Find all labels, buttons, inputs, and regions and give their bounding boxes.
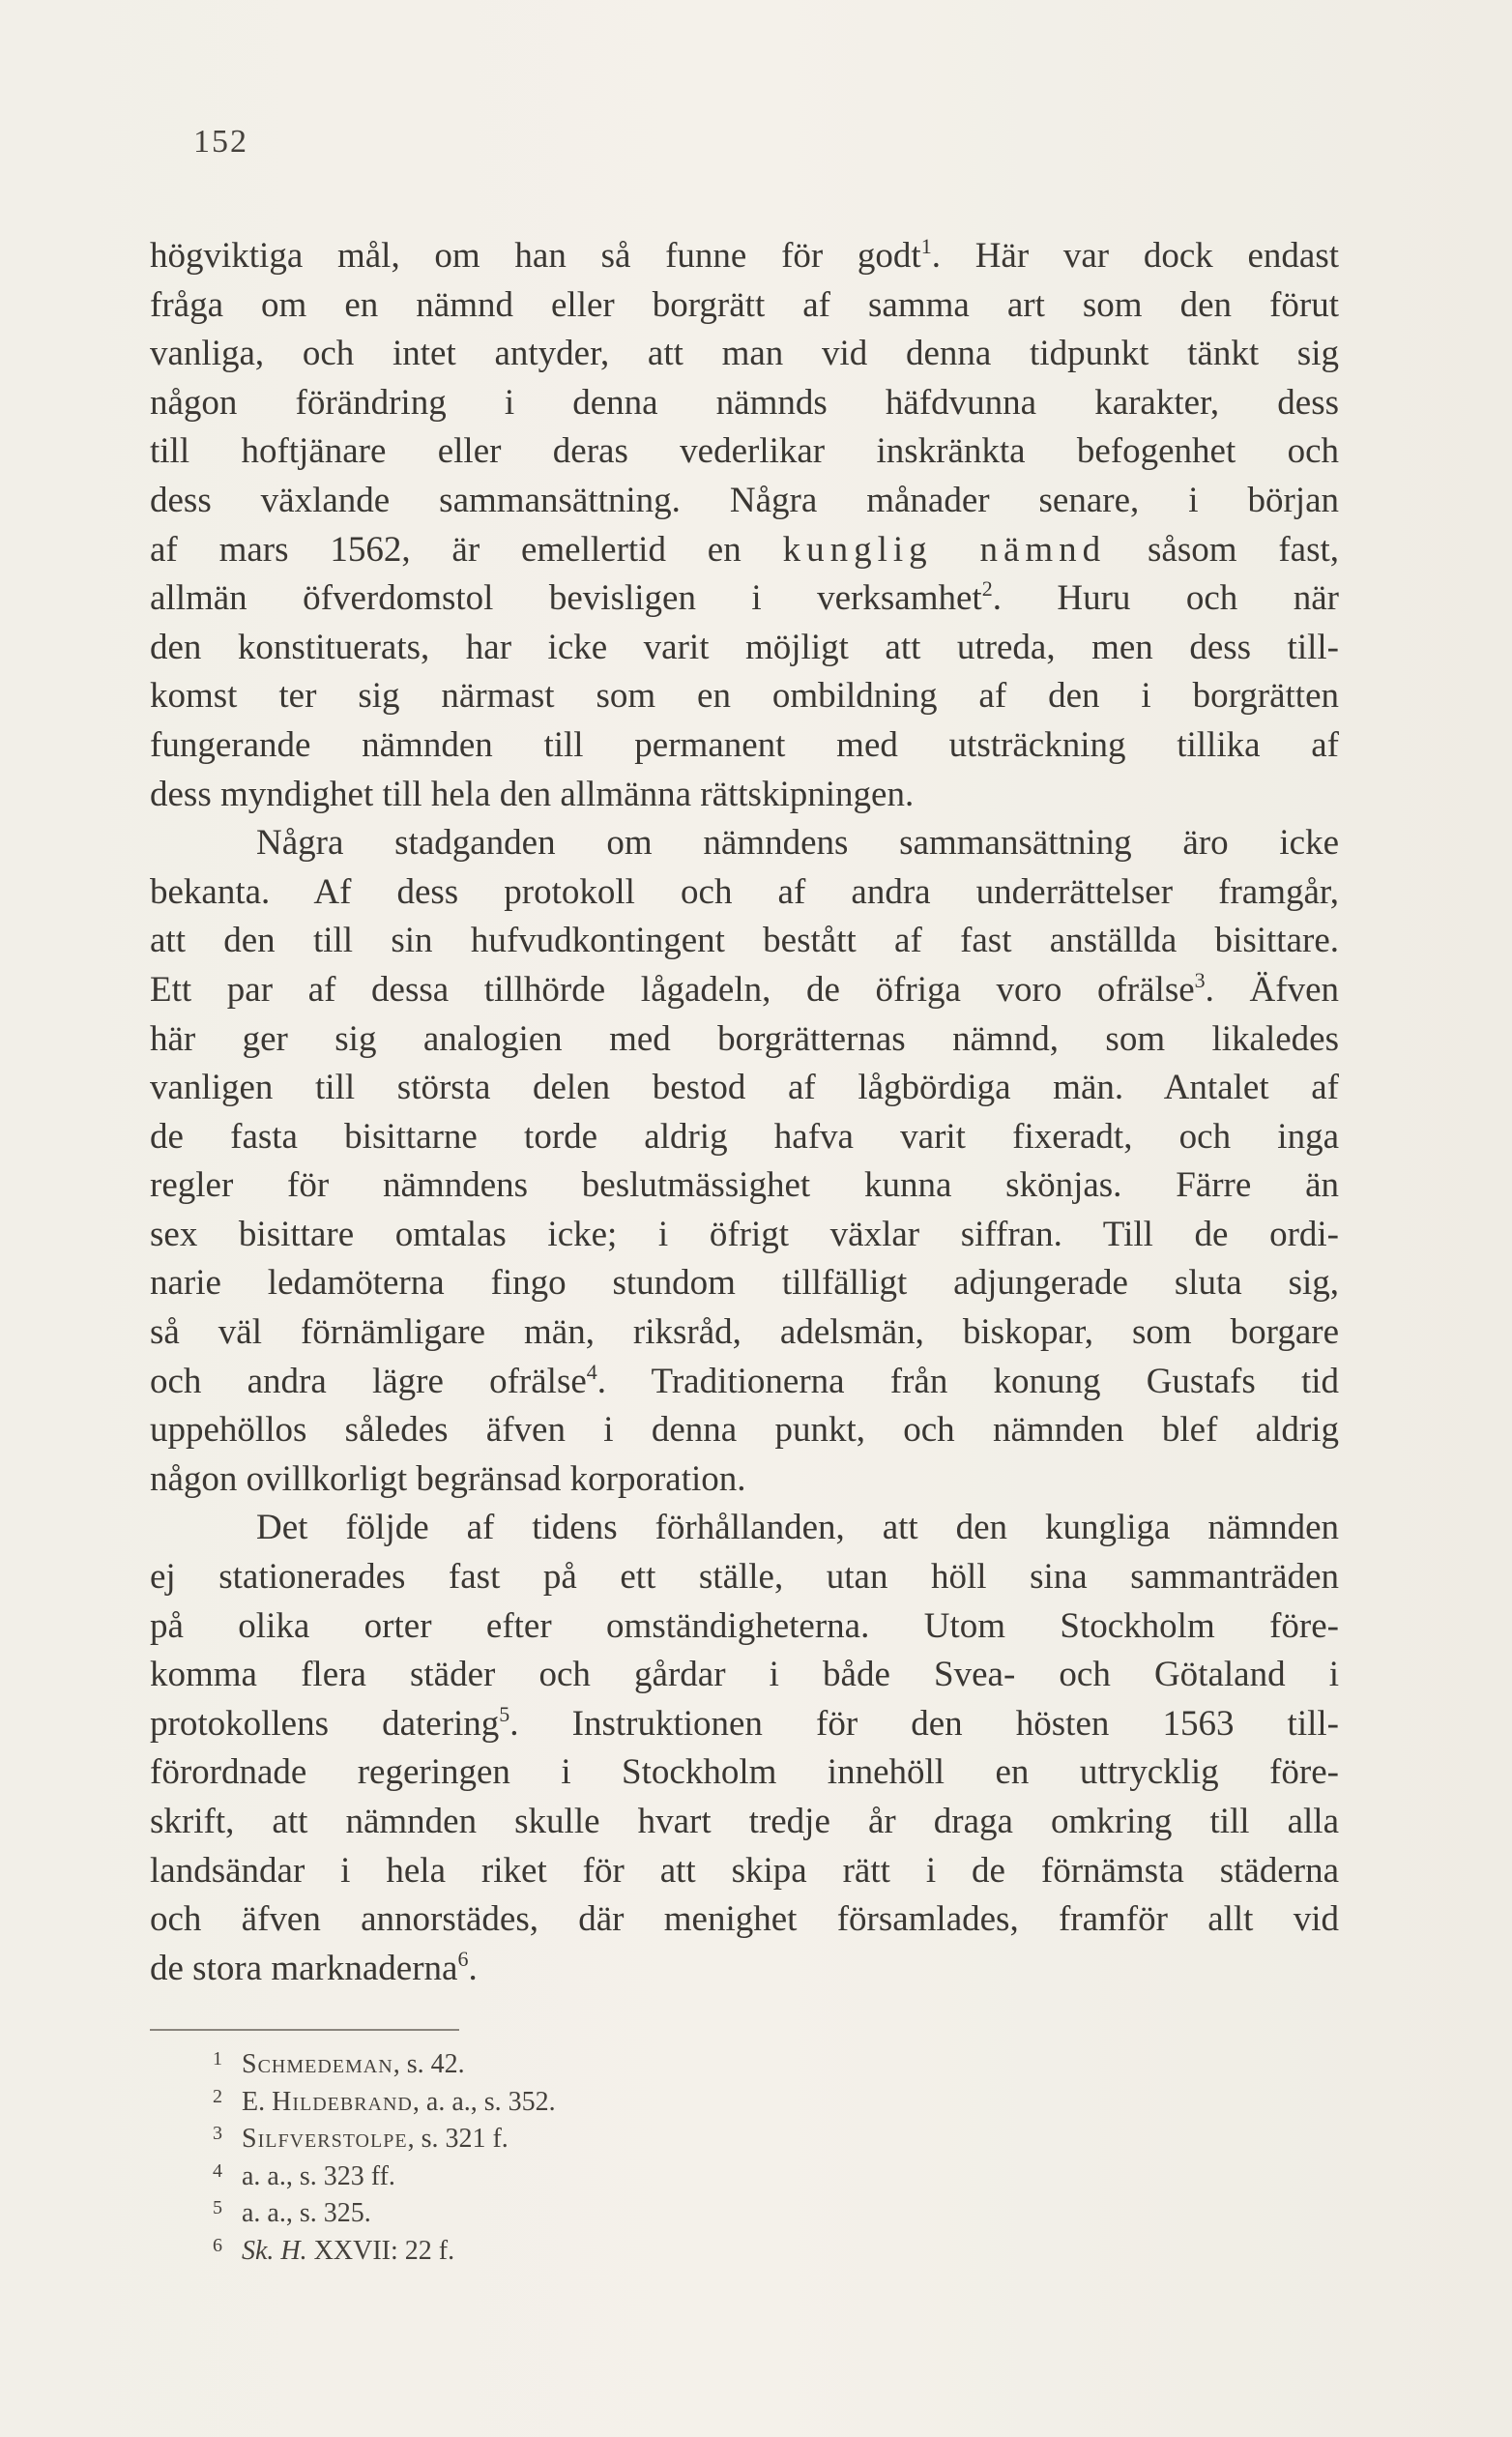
text-line: sex bisittare omtalas icke; i öfrigt växlar siffran. Till de ordi- — [150, 1214, 1339, 1254]
text-line: vanliga, och intet antyder, att man vid denna tidpunkt tänkt sig — [150, 334, 1339, 374]
footnote-author: Hildebrand — [272, 2086, 413, 2117]
footnote: 6 Sk. H. XXVII: 22 f. — [213, 2234, 455, 2266]
text-line: landsändar i hela riket för att skipa rätt i de förnämsta städerna — [150, 1850, 1339, 1891]
footnote-author: Schmedeman — [242, 2049, 393, 2079]
footnote-ref: 6 — [457, 1946, 469, 1971]
text-line: någon förändring i denna nämnds häfdvunna karakter, dess — [150, 382, 1339, 423]
text-line: på olika orter efter omständigheterna. Utom Stockholm före- — [150, 1605, 1339, 1646]
text-line: uppehöllos således äfven i denna punkt, och nämnden blef aldrig — [150, 1410, 1339, 1451]
footnote-ref: 2 — [981, 576, 993, 602]
text-line: Ett par af dessa tillhörde lågadeln, de öfriga voro ofrälse$^3$. Äfven — [150, 967, 1339, 1010]
text-line: fråga om en nämnd eller borgrätt af samma art som den förut — [150, 284, 1339, 325]
text-line: allmän öfverdomstol bevisligen i verksamhet$^2$. Huru och när — [150, 576, 1339, 619]
text-line: dess växlande sammansättning. Några månader senare, i början — [150, 480, 1339, 520]
text-line: till hoftjänare eller deras vederlikar inskränkta befogenhet och — [150, 431, 1339, 472]
text-line: ej stationerades fast på ett ställe, utan höll sina sammanträden — [150, 1557, 1339, 1598]
text-line: komma flera städer och gårdar i både Svea- och Götaland i — [150, 1655, 1339, 1695]
footnote-source: Sk. H. — [242, 2235, 307, 2266]
text-line: och andra lägre ofrälse$^4$. Traditionerna från konung Gustafs tid — [150, 1359, 1339, 1401]
footnote: 1 Schmedeman, s. 42. — [213, 2048, 465, 2079]
text-line: skrift, att nämnden skulle hvart tredje år draga omkring till alla — [150, 1802, 1339, 1841]
text-line: den konstituerats, har icke varit möjligt att utreda, men dess till- — [150, 627, 1339, 667]
text-line: komst ter sig närmast som en ombildning af den i borgrätten — [150, 676, 1339, 717]
text-line: Det följde af tidens förhållanden, att den kungliga nämnden — [256, 1508, 1339, 1548]
text-line: Några stadganden om nämndens sammansättning äro icke — [256, 823, 1339, 864]
footnote-ref: 1 — [920, 234, 932, 258]
footnote: 4 a. a., s. 323 ff. — [213, 2159, 395, 2191]
footnote-ref: 5 — [499, 1701, 510, 1726]
text-line: de stora marknaderna$^6$. — [150, 1946, 478, 1988]
footnote: 3 Silfverstolpe, s. 321 f. — [213, 2123, 509, 2155]
text-line: fungerande nämnden till permanent med utsträckning tillika af — [150, 724, 1339, 765]
body-text — [150, 232, 1339, 1993]
text-line: dess myndighet till hela den allmänna rättskipningen. — [150, 774, 915, 814]
text-line: här ger sig analogien med borgrätternas nämnd, som likaledes — [150, 1018, 1339, 1059]
text-line: och äfven annorstädes, där menighet församlades, framför allt vid — [150, 1899, 1339, 1940]
text-line: protokollens datering$^5$. Instruktionen för den hösten 1563 till- — [150, 1701, 1339, 1744]
footnote: 2 E. Hildebrand, a. a., s. 352. — [213, 2085, 556, 2117]
page-number: 152 — [193, 124, 248, 160]
footnotes — [213, 2041, 556, 2266]
footnote-author: Silfverstolpe — [242, 2124, 408, 2155]
emphasized-text: kunglig nämnd — [782, 529, 1107, 570]
text-line: regler för nämndens beslutmässighet kunna skönjas. Färre än — [150, 1165, 1339, 1206]
text-line: bekanta. Af dess protokoll och af andra underrättelser framgår, — [150, 871, 1339, 912]
text-line: vanligen till största delen bestod af lågbördiga män. Antalet af — [150, 1068, 1339, 1108]
text-line: att den till sin hufvudkontingent bestått af fast anställda bisittare. — [150, 921, 1339, 961]
text-line: de fasta bisittarne torde aldrig hafva varit fixeradt, och inga — [150, 1116, 1339, 1157]
footnote-ref: 3 — [1194, 967, 1206, 992]
text-line: narie ledamöterna fingo stundom tillfälligt adjungerade sluta sig, — [150, 1263, 1339, 1304]
text-line: förordnade regeringen i Stockholm innehöll en uttrycklig före- — [150, 1752, 1339, 1793]
footnote: 5 a. a., s. 325. — [213, 2197, 371, 2229]
text-line: någon ovillkorligt begränsad korporation. — [150, 1458, 746, 1499]
text-line: högviktiga mål, om han så funne för godt$^1$. Här var dock endast — [150, 234, 1339, 276]
text-line: af mars 1562, är emellertid en kunglig nämnd såsom fast, — [150, 529, 1340, 570]
text-line: så väl förnämligare män, riksråd, adelsmän, biskopar, som borgare — [150, 1312, 1339, 1353]
footnote-ref: 4 — [586, 1359, 597, 1384]
footnote-divider — [150, 2029, 459, 2031]
